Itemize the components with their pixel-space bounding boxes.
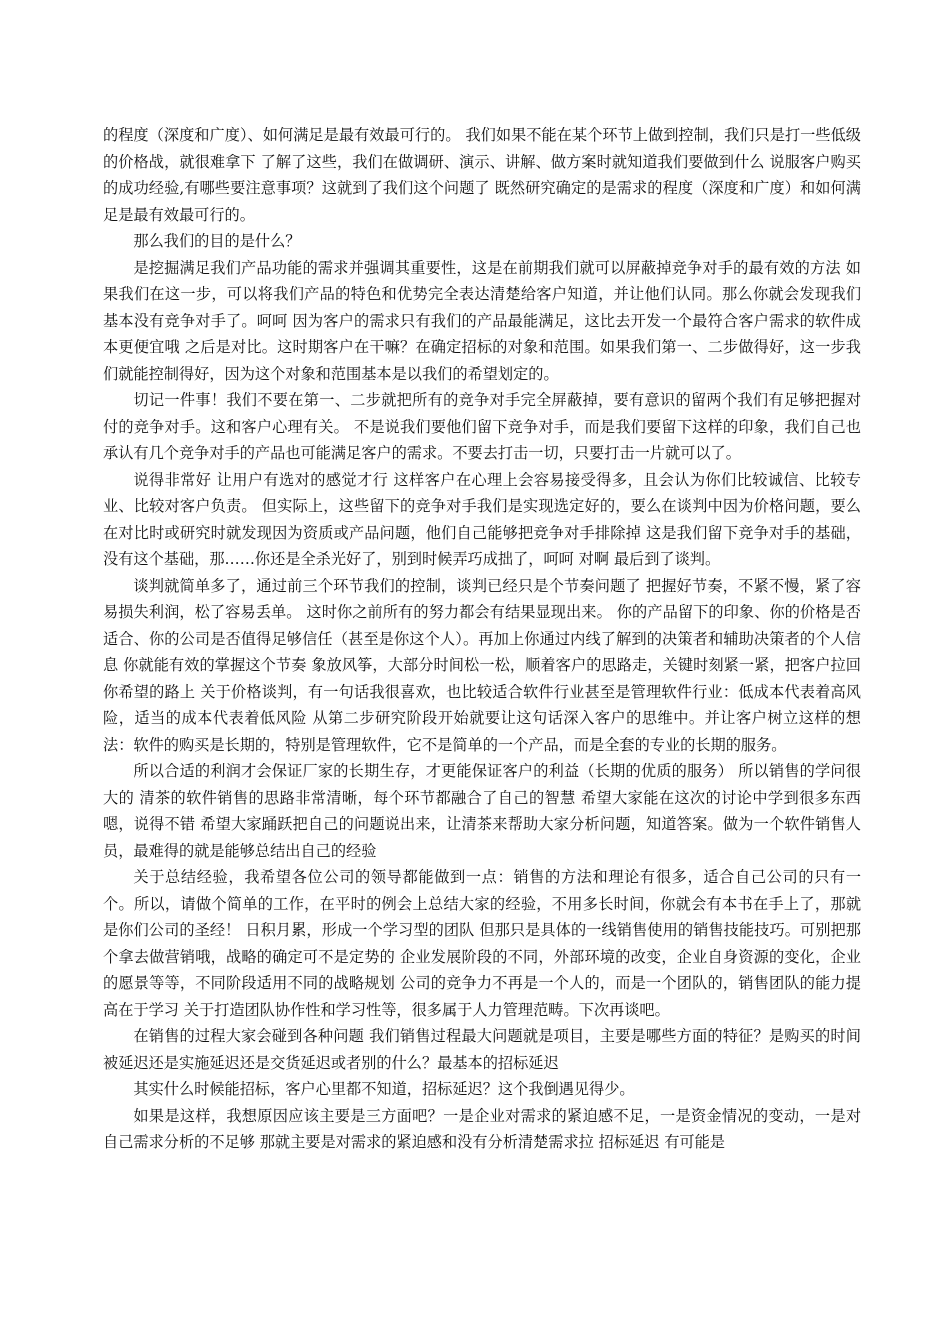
paragraph-9: 在销售的过程大家会碰到各种问题 我们销售过程最大问题就是项目，主要是哪些方面的特征？是购买的时间被延迟还是实施延迟还是交货延迟或者别的什么？最基本的招标延迟 bbox=[103, 1027, 861, 1072]
paragraph-8: 关于总结经验，我希望各位公司的领导都能做到一点：销售的方法和理论有很多，适合自己公司的只有一个。所以，请做个简单的工作，在平时的例会上总结大家的经验，不用多长时间，你就会有本书在手上了，那就是你们公司的圣经！ 日积月累，形成一个学习型的团队 但那只是具体的一线销售使用的销售技能技巧。可别把那个拿去做营销哦，战略的确定可不是定势的 企业发展阶段的不同，外部环境的改变，企业自身资源的变化，企业的愿景等等，不同阶段适用不同的战略规划 公司的竞争力不再是一个人的，而是一个团队的，销售团队的能力提高在于学习 关于打造团队协作性和学习性等，很多属于人力管理范畴。下次再谈吧。 bbox=[103, 868, 861, 1019]
paragraph-4: 切记一件事！我们不要在第一、二步就把所有的竞争对手完全屏蔽掉，要有意识的留两个我们有足够把握对付的竞争对手。这和客户心理有关。 不是说我们要他们留下竞争对手，而是我们要留下这样的印象，我们自己也承认有几个竞争对手的产品也可能满足客户的需求。不要去打击一切，只要打击一片就可以了。 bbox=[103, 391, 861, 462]
paragraph-10: 其实什么时候能招标，客户心里都不知道，招标延迟？这个我倒遇见得少。 bbox=[133, 1080, 635, 1098]
paragraph-6: 谈判就简单多了，通过前三个环节我们的控制，谈判已经只是个节奏问题了 把握好节奏，不紧不慢，紧了容易损失利润，松了容易丢单。 这时你之前所有的努力都会有结果显现出来。 你的产品留下的印象、你的价格是否适合、你的公司是否值得足够信任（甚至是你这个人）。再加上你通过内线了解到的决策者和辅助决策者的个人信息 你就能有效的掌握这个节奏 象放风筝，大部分时间松一松，顺着客户的思路走，关键时刻紧一紧，把客户拉回你希望的路上 关于价格谈判，有一句话我很喜欢，也比较适合软件行业甚至是管理软件行业：低成本代表着高风险，适当的成本代表着低风险 从第二步研究阶段开始就要让这句话深入客户的思维中。并让客户树立这样的想法：软件的购买是长期的，特别是管理软件，它不是简单的一个产品，而是全套的专业的长期的服务。 bbox=[103, 576, 861, 754]
paragraph-7: 所以合适的利润才会保证厂家的长期生存，才更能保证客户的利益（长期的优质的服务） 所以销售的学问很大的 清茶的软件销售的思路非常清晰，每个环节都融合了自己的智慧 希望大家能在这次的讨论中学到很多东西 嗯，说得不错 希望大家踊跃把自己的问题说出来，让清茶来帮助大家分析问题，知道答案。做为一个软件销售人员，最难得的就是能够总结出自己的经验 bbox=[103, 762, 861, 860]
paragraph-2: 那么我们的目的是什么？ bbox=[133, 232, 301, 250]
paragraph-5: 说得非常好 让用户有选对的感觉才行 这样客户在心理上会容易接受得多，且会认为你们比较诚信、比较专业、比较对客户负责。 但实际上，这些留下的竞争对手我们是实现选定好的，要么在谈判中因为价格问题，要么在对比时或研究时就发现因为资质或产品问题，他们自己能够把竞争对手排除掉 这是我们留下竞争对手的基础，没有这个基础，那……你还是全杀光好了，别到时候弄巧成拙了，呵呵 对啊 最后到了谈判。 bbox=[103, 470, 861, 568]
paragraph-11: 如果是这样，我想原因应该主要是三方面吧？一是企业对需求的紧迫感不足，一是资金情况的变动，一是对自己需求分析的不足够 那就主要是对需求的紧迫感和没有分析清楚需求拉 招标延迟 有可能是 bbox=[103, 1106, 861, 1151]
paragraph-3: 是挖掘满足我们产品功能的需求并强调其重要性，这是在前期我们就可以屏蔽掉竞争对手的最有效的方法 如果我们在这一步，可以将我们产品的特色和优势完全表达清楚给客户知道，并让他们认同。那么你就会发现我们基本没有竞争对手了。呵呵 因为客户的需求只有我们的产品最能满足，这比去开发一个最符合客户需求的软件成本更便宜哦 之后是对比。这时期客户在干嘛？在确定招标的对象和范围。如果我们第一、二步做得好，这一步我们就能控制得好，因为这个对象和范围基本是以我们的希望划定的。 bbox=[103, 258, 861, 383]
paragraph-1: 的程度（深度和广度）、如何满足是最有效最可行的。 我们如果不能在某个环节上做到控制，我们只是打一些低级的价格战，就很难拿下 了解了这些，我们在做调研、演示、讲解、做方案时就知道我们要做到什么 说服客户购买的成功经验,有哪些要注意事项？这就到了我们这个问题了 既然研究确定的是需求的程度（深度和广度）和如何满足是最有效最可行的。 bbox=[103, 126, 861, 224]
document-page bbox=[103, 122, 861, 1156]
